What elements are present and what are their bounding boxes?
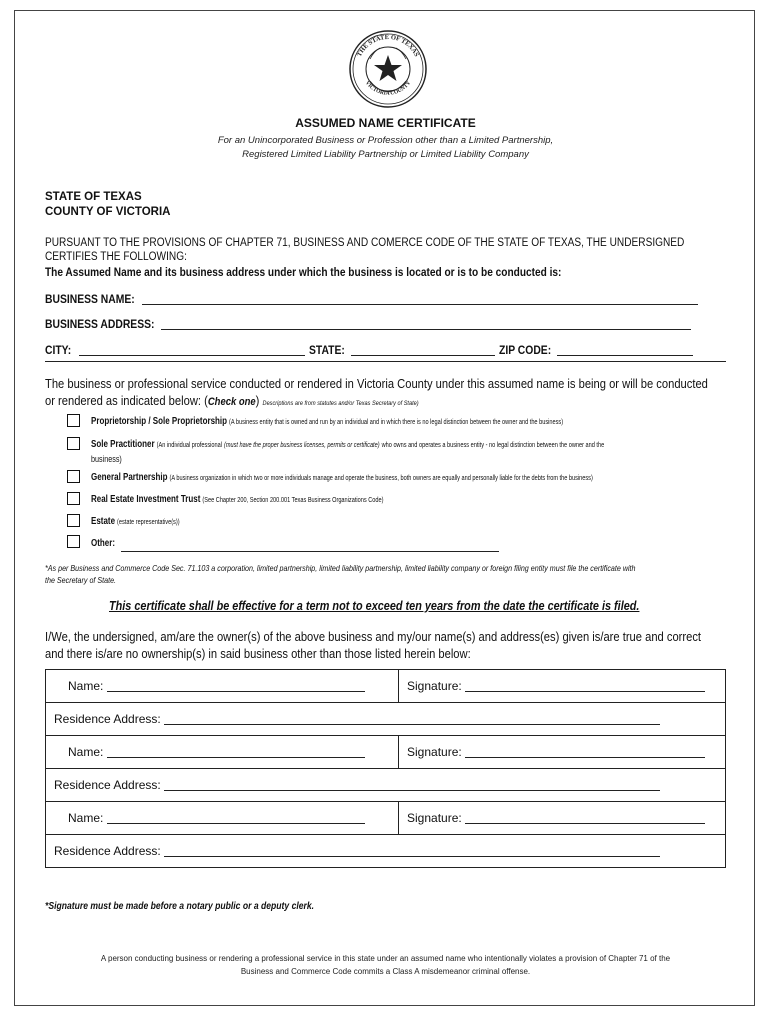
zip-field[interactable] <box>557 355 693 356</box>
owner-address-cell[interactable] <box>46 835 726 868</box>
option-sole-practitioner <box>91 439 604 450</box>
address-label: Residence Address: <box>54 778 161 792</box>
statute-note-line2: the Secretary of State. <box>45 575 117 585</box>
name-line <box>107 679 365 692</box>
owner-address-cell[interactable] <box>46 769 726 802</box>
owner-address-row <box>46 835 726 868</box>
footer-line1: A person conducting business or rendering a professional service in this state under an assumed name who intentionally violates a provision of Chapter 71 of the <box>100 954 671 963</box>
option-name: General Partnership <box>91 472 168 483</box>
texas-county-seal <box>348 29 428 109</box>
business-name-field[interactable] <box>142 304 698 305</box>
signature-label: Signature: <box>407 745 462 759</box>
description-note: Descriptions are from statutes and/or Texas Secretary of State) <box>262 400 419 407</box>
owner-row <box>46 670 726 703</box>
option-name: Sole Practitioner <box>91 439 155 450</box>
owner-signature-cell[interactable] <box>399 670 726 703</box>
footer-line2: Business and Commerce Code commits a Class A misdemeanor criminal offense. <box>240 967 531 976</box>
city-field[interactable] <box>79 355 305 356</box>
owner-address-row <box>46 703 726 736</box>
certificate-page <box>14 10 755 1006</box>
signature-line <box>465 811 705 824</box>
address-line <box>164 844 660 857</box>
owner-row <box>46 736 726 769</box>
signature-label: Signature: <box>407 811 462 825</box>
owners-table <box>45 669 726 868</box>
option-name: Estate <box>91 516 116 527</box>
option-name: Other: <box>91 538 115 549</box>
option-name: Proprietorship / Sole Proprietorship <box>91 416 228 427</box>
owner-row <box>46 802 726 835</box>
service-line2 <box>45 393 419 408</box>
option-sole-proprietorship <box>91 416 563 427</box>
city-label: CITY: <box>45 345 72 357</box>
signature-note: *Signature must be made before a notary public or a deputy clerk. <box>45 901 315 912</box>
owner-signature-cell[interactable] <box>399 736 726 769</box>
service-line1: The business or professional service conducted or rendered in Victoria County under this assumed name is being or will be conducted <box>45 376 708 391</box>
other-field[interactable] <box>121 551 499 552</box>
check-one: Check one <box>207 396 256 408</box>
option-desc-italic: (must have the proper business licenses, permits or certificate) <box>223 442 380 449</box>
checkbox-estate[interactable] <box>67 514 80 527</box>
checkbox-sole-practitioner[interactable] <box>67 437 80 450</box>
owner-name-cell[interactable] <box>46 736 399 769</box>
option-desc: (See Chapter 200, Section 200.001 Texas Business Organizations Code) <box>202 497 384 504</box>
option-estate <box>91 516 180 527</box>
option-desc: (estate representative(s)) <box>117 519 180 526</box>
name-line <box>107 745 365 758</box>
option-desc: (A business entity that is owned and run by an individual and in which there is no legal distinction between the owner and the business) <box>229 419 564 426</box>
zip-label: ZIP CODE: <box>499 345 552 357</box>
option-desc-rest: who owns and operates a business entity - no legal distinction between the owner and the <box>381 442 605 449</box>
owner-address-row <box>46 769 726 802</box>
statute-note-line1: *As per Business and Commerce Code Sec. 71.103 a corporation, limited partnership, limited liability partnership, limited liability company or foreign filing entity must file the certificate with <box>45 563 636 573</box>
checkbox-general-partnership[interactable] <box>67 470 80 483</box>
state-heading: STATE OF TEXAS <box>45 191 142 203</box>
subtitle-line2: Registered Limited Liability Partnership or Limited Liability Company <box>242 149 529 160</box>
address-label: Residence Address: <box>54 844 161 858</box>
signature-line <box>465 679 705 692</box>
name-label: Name: <box>68 679 104 693</box>
checkbox-sole-proprietorship[interactable] <box>67 414 80 427</box>
pursuant-line3: The Assumed Name and its business address under which the business is located or is to be conducted is: <box>45 267 562 279</box>
signature-line <box>465 745 705 758</box>
seal-county: VICTORIA COUNTY <box>363 80 413 97</box>
option-desc: (A business organization in which two or more individuals manage and operate the business, both owners are equally and personally liable for the debts from the business) <box>169 475 593 482</box>
option-name: Real Estate Investment Trust <box>91 494 201 505</box>
pursuant-line2: CERTIFIES THE FOLLOWING: <box>45 251 187 263</box>
checkbox-other[interactable] <box>67 535 80 548</box>
section-divider <box>45 361 726 362</box>
state-label: STATE: <box>309 345 345 357</box>
option-desc: (An individual professional <box>156 442 222 449</box>
signature-label: Signature: <box>407 679 462 693</box>
checkbox-reit[interactable] <box>67 492 80 505</box>
owner-signature-cell[interactable] <box>399 802 726 835</box>
effective-statement: This certificate shall be effective for a term not to exceed ten years from the date the certificate is filed. <box>109 599 640 613</box>
declaration-line1: I/We, the undersigned, am/are the owner(s) of the above business and my/our name(s) and address(es) given is/are true and correct <box>45 629 702 644</box>
owner-address-cell[interactable] <box>46 703 726 736</box>
state-field[interactable] <box>351 355 495 356</box>
service-line2-text: or rendered as indicated below: ( <box>45 393 208 408</box>
option-desc-line2: business) <box>91 454 122 464</box>
business-address-label: BUSINESS ADDRESS: <box>45 319 155 331</box>
name-label: Name: <box>68 745 104 759</box>
address-line <box>164 778 660 791</box>
subtitle-line1: For an Unincorporated Business or Profession other than a Limited Partnership, <box>217 135 554 146</box>
owner-name-cell[interactable] <box>46 670 399 703</box>
owner-name-cell[interactable] <box>46 802 399 835</box>
option-other <box>91 538 115 549</box>
name-line <box>107 811 365 824</box>
page-title: ASSUMED NAME CERTIFICATE <box>295 116 476 130</box>
business-address-field[interactable] <box>161 329 691 330</box>
county-heading: COUNTY OF VICTORIA <box>45 206 171 218</box>
seal-text: THE STATE OF TEXAS <box>356 33 421 58</box>
address-line <box>164 712 660 725</box>
pursuant-line1: PURSUANT TO THE PROVISIONS OF CHAPTER 71, BUSINESS AND COMERCE CODE OF THE STATE OF TEXAS, THE UNDERSIGNED <box>45 237 685 249</box>
business-name-label: BUSINESS NAME: <box>45 294 135 306</box>
address-label: Residence Address: <box>54 712 161 726</box>
service-close-paren: ) <box>255 393 260 408</box>
option-general-partnership <box>91 472 593 483</box>
name-label: Name: <box>68 811 104 825</box>
declaration-line2: and there is/are no ownership(s) in said business other than those listed herein below: <box>45 646 471 661</box>
option-reit <box>91 494 383 505</box>
